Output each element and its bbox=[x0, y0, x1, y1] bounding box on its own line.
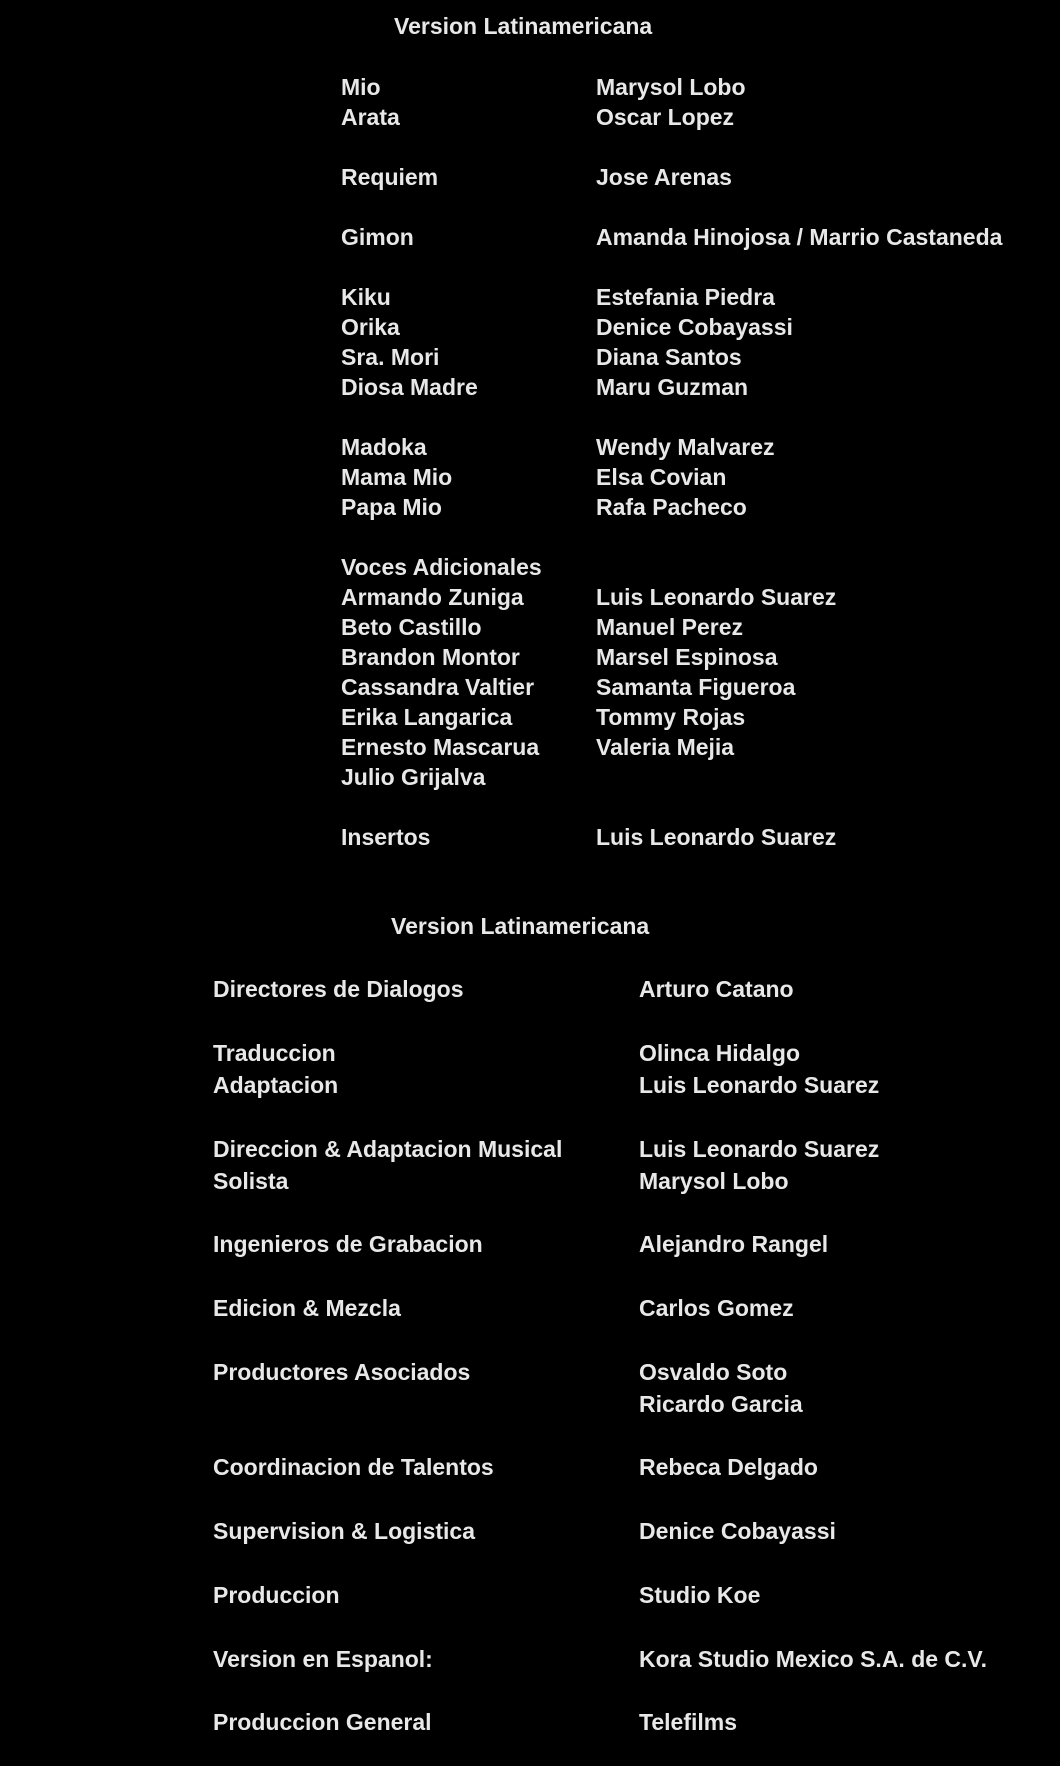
crew-name: Arturo Catano bbox=[639, 976, 794, 1002]
cast-name: Luis Leonardo Suarez bbox=[596, 584, 837, 610]
crew-role: Version en Espanol: bbox=[213, 1646, 433, 1672]
cast-role: Beto Castillo bbox=[341, 614, 482, 640]
crew-name: Telefilms bbox=[639, 1709, 737, 1735]
crew-role: Edicion & Mezcla bbox=[213, 1295, 401, 1321]
crew-role: Directores de Dialogos bbox=[213, 976, 464, 1002]
crew-name: Olinca Hidalgo bbox=[639, 1040, 801, 1066]
crew-role: Traduccion bbox=[213, 1040, 336, 1066]
crew-role: Produccion bbox=[213, 1582, 340, 1608]
cast-name: Samanta Figueroa bbox=[596, 674, 796, 700]
crew-name: Alejandro Rangel bbox=[639, 1231, 829, 1257]
cast-role: Insertos bbox=[341, 824, 431, 850]
cast-name: Estefania Piedra bbox=[596, 284, 775, 310]
crew-role: Adaptacion bbox=[213, 1072, 339, 1098]
crew-role: Coordinacion de Talentos bbox=[213, 1454, 494, 1480]
cast-name: Denice Cobayassi bbox=[596, 314, 793, 340]
cast-role: Mio bbox=[341, 74, 381, 100]
cast-name: Marsel Espinosa bbox=[596, 644, 778, 670]
crew-name: Kora Studio Mexico S.A. de C.V. bbox=[639, 1646, 988, 1672]
crew-role: Supervision & Logistica bbox=[213, 1518, 475, 1544]
cast-role: Cassandra Valtier bbox=[341, 674, 535, 700]
cast-name: Marysol Lobo bbox=[596, 74, 746, 100]
cast-name: Valeria Mejia bbox=[596, 734, 735, 760]
cast-role: Diosa Madre bbox=[341, 374, 478, 400]
cast-role: Brandon Montor bbox=[341, 644, 520, 670]
crew-name: Luis Leonardo Suarez bbox=[639, 1072, 880, 1098]
cast-role: Orika bbox=[341, 314, 400, 340]
cast-section-title: Version Latinamericana bbox=[394, 13, 653, 39]
crew-role: Productores Asociados bbox=[213, 1359, 471, 1385]
cast-role: Madoka bbox=[341, 434, 427, 460]
crew-name: Luis Leonardo Suarez bbox=[639, 1136, 880, 1162]
cast-role: Arata bbox=[341, 104, 400, 130]
cast-name: Luis Leonardo Suarez bbox=[596, 824, 837, 850]
crew-name: Marysol Lobo bbox=[639, 1168, 789, 1194]
cast-name: Diana Santos bbox=[596, 344, 742, 370]
cast-role: Requiem bbox=[341, 164, 439, 190]
cast-role: Armando Zuniga bbox=[341, 584, 524, 610]
cast-name: Wendy Malvarez bbox=[596, 434, 775, 460]
crew-name: Rebeca Delgado bbox=[639, 1454, 818, 1480]
cast-name: Oscar Lopez bbox=[596, 104, 735, 130]
cast-name: Elsa Covian bbox=[596, 464, 727, 490]
crew-name: Ricardo Garcia bbox=[639, 1391, 803, 1417]
cast-role: Voces Adicionales bbox=[341, 554, 542, 580]
cast-name: Rafa Pacheco bbox=[596, 494, 747, 520]
crew-section-title: Version Latinamericana bbox=[391, 913, 650, 939]
cast-name: Amanda Hinojosa / Marrio Castaneda bbox=[596, 224, 1003, 250]
crew-name: Denice Cobayassi bbox=[639, 1518, 836, 1544]
crew-name: Studio Koe bbox=[639, 1582, 761, 1608]
crew-name: Carlos Gomez bbox=[639, 1295, 794, 1321]
crew-role: Direccion & Adaptacion Musical bbox=[213, 1136, 563, 1162]
crew-role: Solista bbox=[213, 1168, 289, 1194]
cast-role: Ernesto Mascarua bbox=[341, 734, 540, 760]
cast-name: Manuel Perez bbox=[596, 614, 743, 640]
crew-name: Osvaldo Soto bbox=[639, 1359, 788, 1385]
crew-role: Ingenieros de Grabacion bbox=[213, 1231, 483, 1257]
cast-role: Julio Grijalva bbox=[341, 764, 486, 790]
crew-role: Produccion General bbox=[213, 1709, 432, 1735]
cast-role: Sra. Mori bbox=[341, 344, 440, 370]
cast-role: Papa Mio bbox=[341, 494, 442, 520]
cast-name: Jose Arenas bbox=[596, 164, 732, 190]
cast-role: Erika Langarica bbox=[341, 704, 513, 730]
cast-name: Tommy Rojas bbox=[596, 704, 746, 730]
cast-role: Gimon bbox=[341, 224, 414, 250]
cast-name: Maru Guzman bbox=[596, 374, 749, 400]
cast-role: Kiku bbox=[341, 284, 391, 310]
cast-role: Mama Mio bbox=[341, 464, 453, 490]
